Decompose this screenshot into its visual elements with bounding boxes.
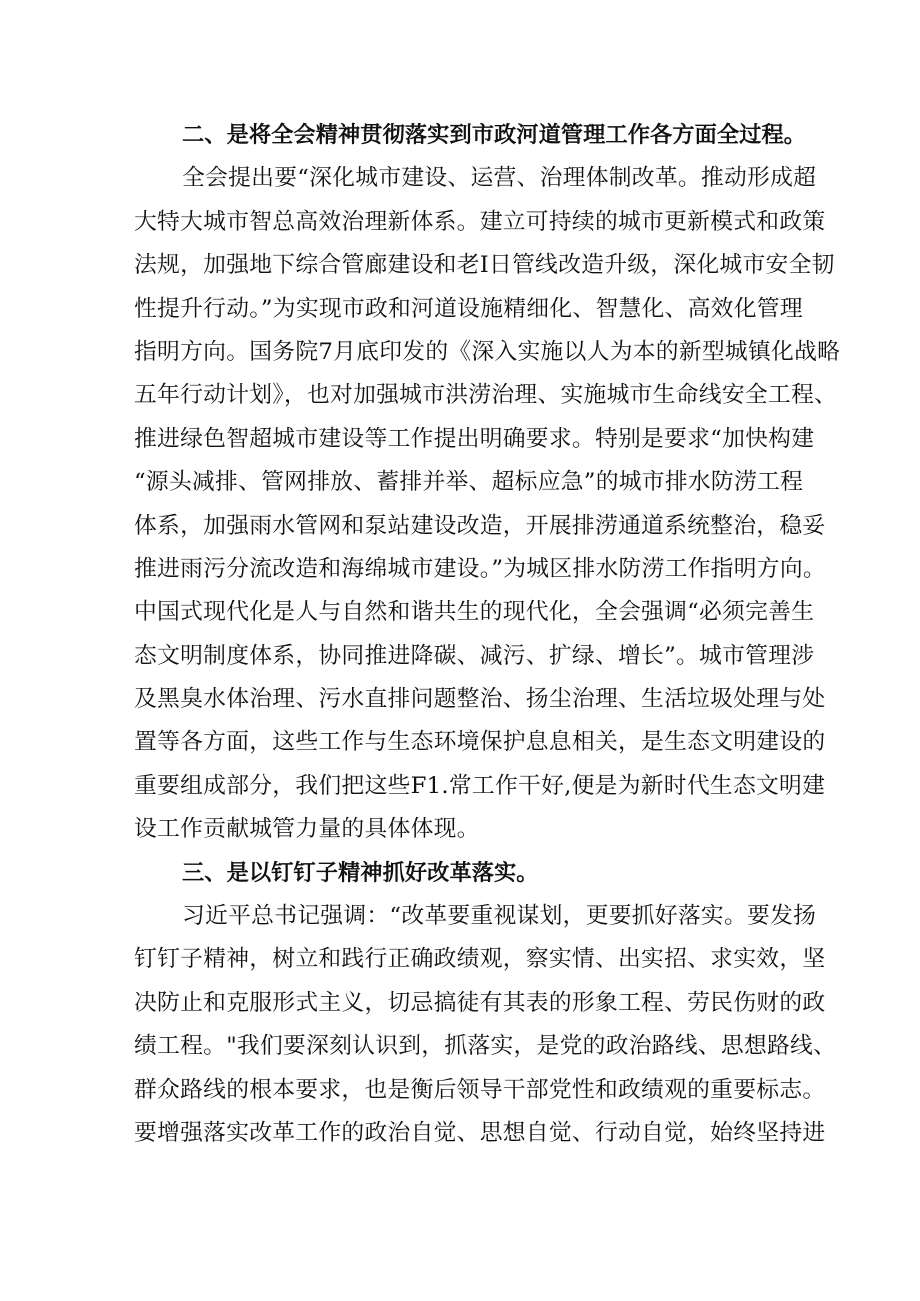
section-three-heading: 三、是以钉钉子精神抓好改革落实。 xyxy=(182,859,539,886)
paragraph-line: “源头减排、管网排放、蓄排并举、超标应急”的城市排水防涝工程 xyxy=(134,469,804,496)
section-two-paragraph xyxy=(134,157,841,851)
paragraph-line: 及黑臭水体治理、污水直排问题整治、扬尘治理、生活垃圾处理与处 xyxy=(134,686,826,713)
paragraph-line: 五年行动计划》，也对加强城市洪涝治理、实施城市生命线安全工程、 xyxy=(134,382,838,409)
section-two-heading: 二、是将全会精神贯彻落实到市政河道管理工作各方面全过程。 xyxy=(182,122,807,148)
paragraph-line: 性提升行动。”为实现市政和河道设施精细化、智慧化、高效化管理 xyxy=(134,295,803,322)
paragraph-line: 推进雨污分流改造和海绵城市建设。”为城区排水防涝工作指明方向。 xyxy=(134,555,826,582)
paragraph-line: 设工作贡献城管力量的具体体现。 xyxy=(134,816,480,843)
section-three-paragraph xyxy=(134,895,837,1155)
paragraph-line: 体系，加强雨水管网和泵站建设改造，开展排涝通道系统整治，稳妥 xyxy=(134,512,826,539)
paragraph-line: 重要组成部分，我们把这些F1.常工作干好,便是为新时代生态文明建 xyxy=(134,772,826,799)
paragraph-line: 置等各方面，这些工作与生态环境保护息息相关，是生态文明建设的 xyxy=(134,729,826,756)
paragraph-line: 钉钉子精神，树立和践行正确政绩观，察实情、出实招、求实效，坚 xyxy=(134,946,826,973)
paragraph-line: 决防止和克服形式主义，切忌搞徒有其表的形象工程、劳民伤财的政 xyxy=(134,989,826,1016)
paragraph-line: 大特大城市智总高效治理新体系。建立可持续的城市更新模式和政策 xyxy=(134,208,826,235)
paragraph-line: 群众路线的根本要求，也是衡后领导干部党性和政绩观的重要标志。 xyxy=(134,1076,826,1103)
document-body xyxy=(134,114,841,1155)
paragraph-line: 习近平总书记强调：“改革要重视谋划，更要抓好落实。要发扬 xyxy=(182,903,817,930)
paragraph-line: 要增强落实改革工作的政治自觉、思想自觉、行动自觉，始终坚持进 xyxy=(134,1119,826,1146)
paragraph-line: 绩工程。"我们要深刻认识到，抓落实，是党的政治路线、思想路线、 xyxy=(134,1033,837,1060)
paragraph-line: 推进绿色智超城市建设等工作提出明确要求。特别是要求“加快构建 xyxy=(134,425,815,452)
paragraph-line: 态文明制度体系，协同推进降碳、减污、扩绿、增长”。城市管理涉 xyxy=(134,642,815,669)
paragraph-line: 指明方向。国务院7月底印发的《深入实施以人为本的新型城镇化战略 xyxy=(134,338,841,365)
paragraph-line: 法规，加强地下综合管廊建设和老I日管线改造升级，深化城市安全韧 xyxy=(134,252,835,279)
paragraph-line: 全会提出要“深化城市建设、运营、治理体制改革。推动形成超 xyxy=(182,165,817,192)
paragraph-line: 中国式现代化是人与自然和谐共生的现代化，全会强调“必须完善生 xyxy=(134,599,815,626)
